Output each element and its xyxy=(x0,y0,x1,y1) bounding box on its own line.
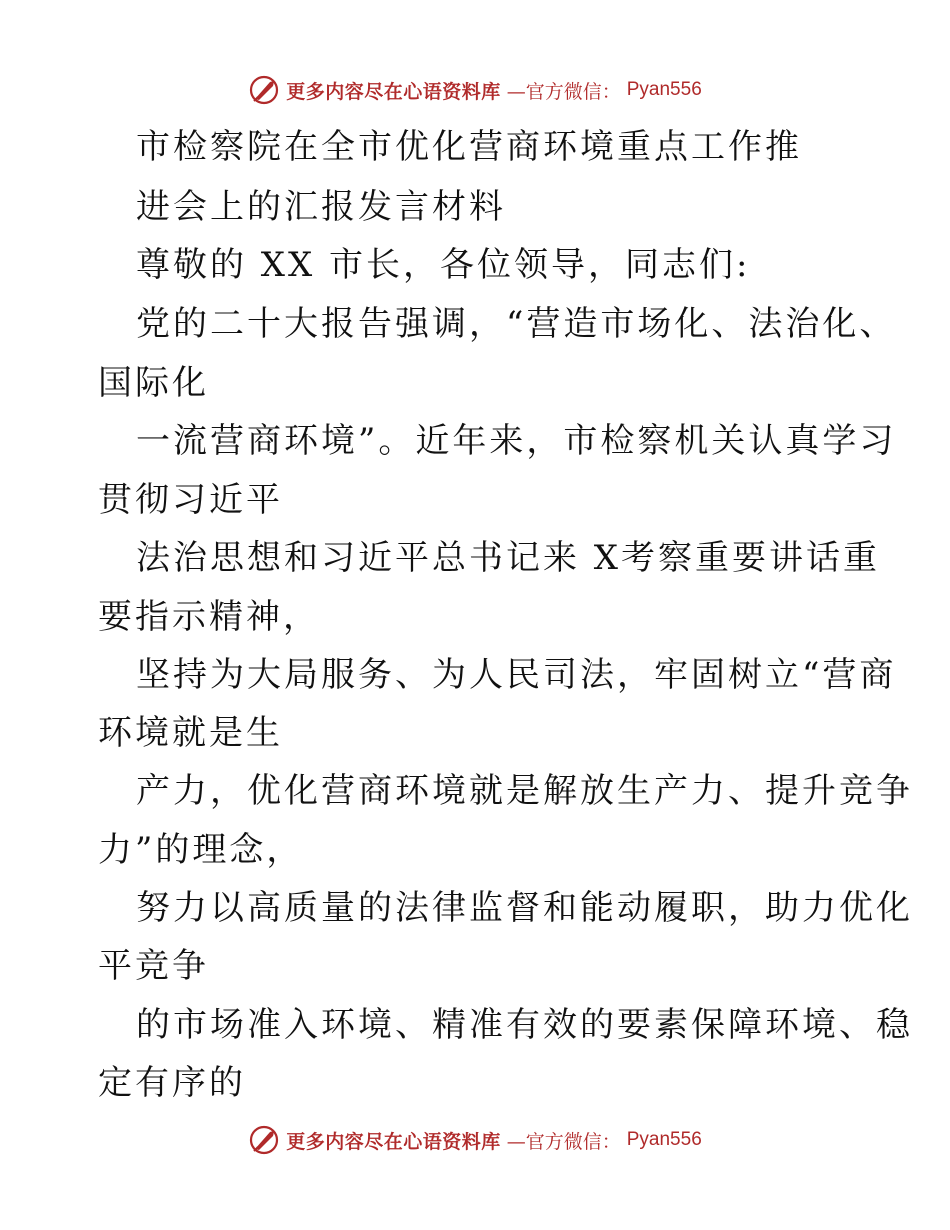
document-title-line: 市检察院在全市优化营商环境重点工作推 xyxy=(136,127,802,167)
watermark-separator: —官方微信： xyxy=(506,80,621,103)
watermark-separator: —官方微信： xyxy=(506,1130,621,1153)
paragraph-line: 党的二十大报告强调，“营造市场化、法治化、 xyxy=(136,304,897,344)
watermark-wechat-id: Pyan556 xyxy=(626,79,702,100)
paragraph-line: 国际化 xyxy=(98,363,209,403)
footer-watermark xyxy=(0,1120,950,1160)
paragraph-line: 定有序的 xyxy=(98,1063,246,1103)
paragraph-line: 平竞争 xyxy=(98,946,209,986)
paragraph-line: 一流营商环境”。近年来，市检察机关认真学习 xyxy=(136,421,897,461)
document-title-line: 进会上的汇报发言材料 xyxy=(136,187,506,227)
watermark-brand: 更多内容尽在心语资料库 xyxy=(286,1130,501,1153)
paragraph-line: 的市场准入环境、精准有效的要素保障环境、稳 xyxy=(136,1005,913,1045)
paragraph-line: 法治思想和习近平总书记来 X考察重要讲话重 xyxy=(136,538,881,578)
watermark-brand: 更多内容尽在心语资料库 xyxy=(286,80,501,103)
header-watermark xyxy=(0,70,950,110)
paragraph-line: 产力，优化营商环境就是解放生产力、提升竞争 xyxy=(136,771,913,811)
salutation-line: 尊敬的 XX 市长，各位领导，同志们: xyxy=(136,245,751,285)
paragraph-line: 环境就是生 xyxy=(98,713,283,753)
paragraph-line: 要指示精神， xyxy=(98,597,320,637)
paragraph-line: 贯彻习近平 xyxy=(98,480,283,520)
paragraph-line: 坚持为大局服务、为人民司法，牢固树立“营商 xyxy=(136,655,897,695)
watermark-wechat-id: Pyan556 xyxy=(626,1129,702,1150)
quill-pen-logo-icon xyxy=(248,74,280,106)
paragraph-line: 力”的理念， xyxy=(98,830,304,870)
paragraph-line: 努力以高质量的法律监督和能动履职，助力优化 xyxy=(136,888,913,928)
quill-pen-logo-icon xyxy=(248,1124,280,1156)
